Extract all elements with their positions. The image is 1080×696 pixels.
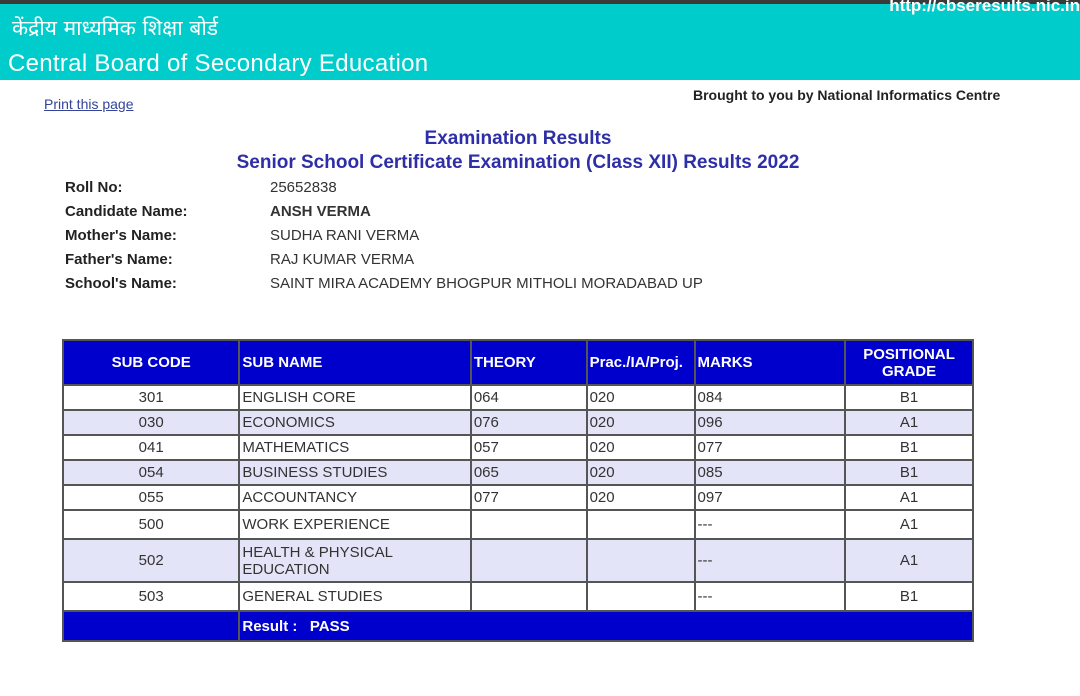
col-header-practical: Prac./IA/Proj.	[587, 340, 695, 385]
table-header-row	[63, 340, 973, 385]
theory-cell	[471, 510, 587, 539]
col-header-sub-code: SUB CODE	[63, 340, 239, 385]
grade-cell: B1	[845, 582, 973, 611]
roll-no-label: Roll No:	[65, 179, 123, 196]
theory-cell: 064	[471, 385, 587, 410]
school-name-label: School's Name:	[65, 275, 177, 292]
practical-cell	[587, 539, 695, 582]
school-name-value: SAINT MIRA ACADEMY BHOGPUR MITHOLI MORADABAD UP	[270, 275, 703, 292]
father-name-value: RAJ KUMAR VERMA	[270, 251, 415, 268]
col-header-theory: THEORY	[471, 340, 587, 385]
header-banner	[0, 0, 1080, 80]
attribution-text: Brought to you by National Informatics Centre	[693, 87, 1001, 103]
page-title: Examination Results	[424, 128, 612, 149]
sub-code-cell: 041	[63, 435, 239, 460]
site-url: http://cbseresults.nic.in	[889, 0, 1080, 15]
sub-code-cell: 054	[63, 460, 239, 485]
marks-table	[62, 339, 974, 642]
table-row	[63, 435, 973, 460]
marks-cell: 096	[695, 410, 846, 435]
sub-code-cell: 500	[63, 510, 239, 539]
sub-name-cell: ECONOMICS	[239, 410, 470, 435]
theory-cell	[471, 539, 587, 582]
roll-no-value: 25652838	[270, 179, 337, 196]
practical-cell	[587, 582, 695, 611]
marks-cell: 085	[695, 460, 846, 485]
theory-cell	[471, 582, 587, 611]
sub-name-cell: GENERAL STUDIES	[239, 582, 470, 611]
col-header-marks: MARKS	[695, 340, 846, 385]
sub-code-cell: 055	[63, 485, 239, 510]
sub-name-cell: ENGLISH CORE	[239, 385, 470, 410]
marks-cell: ---	[695, 582, 846, 611]
sub-name-cell: WORK EXPERIENCE	[239, 510, 470, 539]
grade-cell: A1	[845, 510, 973, 539]
grade-cell: B1	[845, 435, 973, 460]
table-row	[63, 410, 973, 435]
practical-cell: 020	[587, 410, 695, 435]
sub-name-cell: BUSINESS STUDIES	[239, 460, 470, 485]
result-text: Result : PASS	[239, 611, 973, 641]
sub-code-cell: 030	[63, 410, 239, 435]
table-row	[63, 582, 973, 611]
table-row	[63, 510, 973, 539]
theory-cell: 065	[471, 460, 587, 485]
grade-cell: A1	[845, 539, 973, 582]
theory-cell: 077	[471, 485, 587, 510]
sub-name-cell: MATHEMATICS	[239, 435, 470, 460]
english-title: Central Board of Secondary Education	[8, 50, 429, 77]
marks-cell: 084	[695, 385, 846, 410]
marks-cell: 097	[695, 485, 846, 510]
practical-cell: 020	[587, 460, 695, 485]
sub-code-cell: 502	[63, 539, 239, 582]
table-row	[63, 539, 973, 582]
sub-code-cell: 301	[63, 385, 239, 410]
result-row	[63, 611, 973, 641]
marks-cell: ---	[695, 539, 846, 582]
mother-name-label: Mother's Name:	[65, 227, 177, 244]
result-spacer-cell	[63, 611, 239, 641]
grade-cell: A1	[845, 410, 973, 435]
col-header-sub-name: SUB NAME	[239, 340, 470, 385]
practical-cell: 020	[587, 385, 695, 410]
theory-cell: 057	[471, 435, 587, 460]
table-row	[63, 460, 973, 485]
father-name-label: Father's Name:	[65, 251, 173, 268]
print-page-link[interactable]: Print this page	[44, 96, 134, 112]
theory-cell: 076	[471, 410, 587, 435]
marks-cell: ---	[695, 510, 846, 539]
grade-cell: A1	[845, 485, 973, 510]
col-header-positional-grade: POSITIONAL GRADE	[845, 340, 973, 385]
candidate-name-label: Candidate Name:	[65, 203, 188, 220]
sub-name-cell: HEALTH & PHYSICAL EDUCATION	[239, 539, 470, 582]
hindi-title: केंद्रीय माध्यमिक शिक्षा बोर्ड	[12, 16, 219, 40]
practical-cell	[587, 510, 695, 539]
mother-name-value: SUDHA RANI VERMA	[270, 227, 420, 244]
table-row	[63, 385, 973, 410]
sub-code-cell: 503	[63, 582, 239, 611]
practical-cell: 020	[587, 485, 695, 510]
candidate-name-value: ANSH VERMA	[270, 203, 371, 220]
marks-cell: 077	[695, 435, 846, 460]
grade-cell: B1	[845, 460, 973, 485]
exam-subtitle: Senior School Certificate Examination (Class XII) Results 2022	[236, 152, 800, 173]
sub-name-cell: ACCOUNTANCY	[239, 485, 470, 510]
grade-cell: B1	[845, 385, 973, 410]
table-row	[63, 485, 973, 510]
practical-cell: 020	[587, 435, 695, 460]
